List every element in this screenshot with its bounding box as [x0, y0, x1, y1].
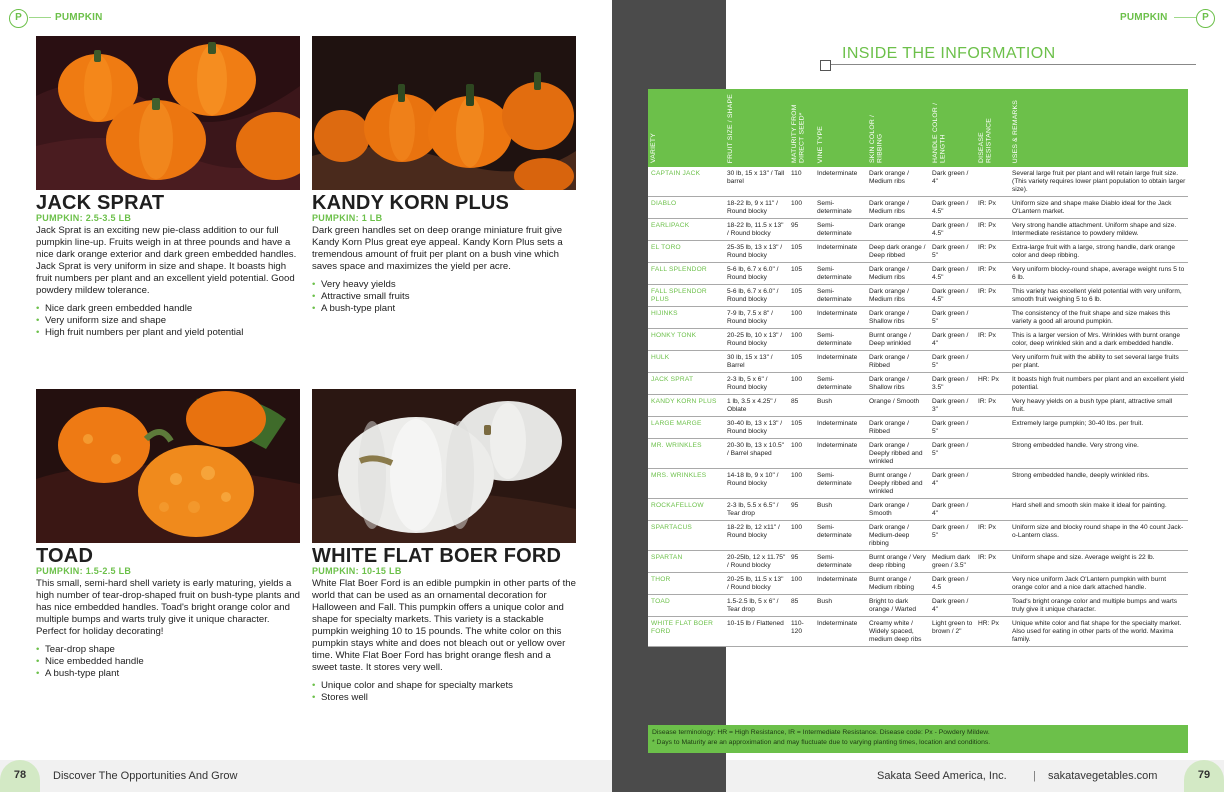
remarks-cell: The consistency of the fruit shape and size makes this variety a good all around pumpkin.: [1010, 307, 1188, 329]
fruit-size-cell: 30 lb, 15 x 13" / Tall barrel: [725, 167, 789, 197]
variety-name: TOAD: [36, 545, 94, 567]
variety-name-cell: SPARTACUS: [648, 521, 725, 551]
fruit-size-cell: 5-6 lb, 6.7 x 6.0" / Round blocky: [725, 263, 789, 285]
variety-name-cell: MR. WRINKLES: [648, 439, 725, 469]
table-row: [648, 573, 1188, 595]
skin-color-cell: Dark orange / Medium ribs: [867, 263, 930, 285]
section-title-rule: [830, 64, 1196, 65]
variety-name-cell: WHITE FLAT BOER FORD: [648, 617, 725, 647]
footer-separator: |: [1033, 770, 1036, 782]
header-rule: [1174, 17, 1196, 18]
vine-type-cell: Semi-determinate: [815, 373, 867, 395]
variety-name-cell: KANDY KORN PLUS: [648, 395, 725, 417]
disease-resistance-cell: IR: Px: [976, 263, 1010, 285]
handle-color-cell: Dark green / 5": [930, 439, 976, 469]
disease-resistance-cell: HR: Px: [976, 617, 1010, 647]
fruit-size-cell: 18-22 lb, 12 x11" / Round blocky: [725, 521, 789, 551]
variety-info-table: [648, 89, 1188, 647]
disease-resistance-cell: [976, 439, 1010, 469]
skin-color-cell: Burnt orange / Medium ribbing: [867, 573, 930, 595]
footer-company: Sakata Seed America, Inc.: [877, 770, 1007, 782]
white-flat-boer-ford-photo: [312, 389, 576, 543]
disease-resistance-cell: [976, 351, 1010, 373]
disease-resistance-cell: IR: Px: [976, 395, 1010, 417]
pumpkin-section-badge: P: [9, 9, 28, 28]
maturity-cell: 105: [789, 351, 815, 373]
variety-name-cell: HONKY TONK: [648, 329, 725, 351]
variety-weight: PUMPKIN: 1.5-2.5 LB: [36, 566, 132, 576]
skin-color-cell: Deep dark orange / Deep ribbed: [867, 241, 930, 263]
remarks-cell: Hard shell and smooth skin make it ideal for painting.: [1010, 499, 1188, 521]
maturity-cell: 100: [789, 573, 815, 595]
disease-resistance-cell: HR: Px: [976, 373, 1010, 395]
remarks-cell: Uniform size and shape make Diablo ideal for the Jack O'Lantern market.: [1010, 197, 1188, 219]
table-row: [648, 307, 1188, 329]
remarks-cell: Strong embedded handle, deeply wrinkled ribs.: [1010, 469, 1188, 499]
table-row: [648, 469, 1188, 499]
vine-type-cell: Indeterminate: [815, 307, 867, 329]
vine-type-cell: Indeterminate: [815, 241, 867, 263]
remarks-cell: Very strong handle attachment. Uniform shape and size. Intermediate resistance to powdery mildew.: [1010, 219, 1188, 241]
remarks-cell: Very nice uniform Jack O'Lantern pumpkin with burnt orange color and a nice dark attached handle.: [1010, 573, 1188, 595]
column-header: MATURITY FROM DIRECT SEED*: [789, 89, 815, 167]
variety-card-kandy-korn-plus: [312, 36, 576, 315]
vine-type-cell: Semi-determinate: [815, 521, 867, 551]
maturity-cell: 100: [789, 307, 815, 329]
skin-color-cell: Dark orange / Ribbed: [867, 351, 930, 373]
disease-resistance-cell: [976, 499, 1010, 521]
handle-color-cell: Light green to brown / 2": [930, 617, 976, 647]
variety-weight: PUMPKIN: 10-15 LB: [312, 566, 402, 576]
fruit-size-cell: 1 lb, 3.5 x 4.25" / Oblate: [725, 395, 789, 417]
fruit-size-cell: 2-3 lb, 5 x 6" / Round blocky: [725, 373, 789, 395]
table-row: [648, 617, 1188, 647]
disease-resistance-cell: [976, 307, 1010, 329]
skin-color-cell: Creamy white / Widely spaced, medium deep ribs: [867, 617, 930, 647]
disease-resistance-cell: [976, 573, 1010, 595]
table-row: [648, 329, 1188, 351]
column-header: HANDLE COLOR / LENGTH: [930, 89, 976, 167]
table-row: [648, 395, 1188, 417]
maturity-cell: 95: [789, 499, 815, 521]
table-row: [648, 439, 1188, 469]
variety-name-cell: MRS. WRINKLES: [648, 469, 725, 499]
handle-color-cell: Medium dark green / 3.5": [930, 551, 976, 573]
fruit-size-cell: 1.5-2.5 lb, 5 x 6" / Tear drop: [725, 595, 789, 617]
variety-name-cell: SPARTAN: [648, 551, 725, 573]
table-row: [648, 241, 1188, 263]
remarks-cell: Extremely large pumpkin; 30-40 lbs. per fruit.: [1010, 417, 1188, 439]
vine-type-cell: Semi-determinate: [815, 329, 867, 351]
fruit-size-cell: 10-15 lb / Flattened: [725, 617, 789, 647]
table-row: [648, 499, 1188, 521]
vine-type-cell: Semi-determinate: [815, 263, 867, 285]
column-header: FRUIT SIZE / SHAPE: [725, 89, 789, 167]
fruit-size-cell: 20-30 lb, 13 x 10.5" / Barrel shaped: [725, 439, 789, 469]
column-header: USES & REMARKS: [1010, 89, 1188, 167]
maturity-cell: 85: [789, 595, 815, 617]
pumpkin-section-badge: P: [1196, 9, 1215, 28]
kandy-korn-plus-photo: [312, 36, 576, 190]
column-header: VARIETY: [648, 89, 725, 167]
maturity-cell: 100: [789, 329, 815, 351]
disease-resistance-cell: IR: Px: [976, 285, 1010, 307]
footer-tagline: Discover The Opportunities And Grow: [53, 770, 238, 782]
maturity-cell: 105: [789, 241, 815, 263]
skin-color-cell: Dark orange / Medium ribs: [867, 197, 930, 219]
remarks-cell: Extra-large fruit with a large, strong handle, dark orange color and deep ribbing.: [1010, 241, 1188, 263]
feature-item: • A bush-type plant: [36, 668, 300, 680]
feature-item: • Attractive small fruits: [312, 291, 576, 303]
fruit-size-cell: 18-22 lb, 9 x 11" / Round blocky: [725, 197, 789, 219]
variety-name-cell: LARGE MARGE: [648, 417, 725, 439]
skin-color-cell: Dark orange / Medium-deep ribbing: [867, 521, 930, 551]
column-header: VINE TYPE: [815, 89, 867, 167]
feature-item: • Nice dark green embedded handle: [36, 303, 300, 315]
variety-name-cell: EARLIPACK: [648, 219, 725, 241]
skin-color-cell: Dark orange / Deeply ribbed and wrinkled: [867, 439, 930, 469]
feature-list: [36, 303, 300, 339]
variety-name-cell: EL TORO: [648, 241, 725, 263]
handle-color-cell: Dark green / 5": [930, 307, 976, 329]
disease-resistance-cell: [976, 417, 1010, 439]
remarks-cell: Very uniform blocky-round shape, average weight runs 5 to 6 lb.: [1010, 263, 1188, 285]
disease-resistance-cell: [976, 167, 1010, 197]
jack-sprat-photo: [36, 36, 300, 190]
maturity-cell: 100: [789, 197, 815, 219]
handle-color-cell: Dark green / 5": [930, 351, 976, 373]
table-notes: [648, 725, 1188, 753]
variety-name: WHITE FLAT BOER FORD: [312, 545, 562, 567]
fruit-size-cell: 18-22 lb, 11.5 x 13" / Round blocky: [725, 219, 789, 241]
maturity-cell: 105: [789, 417, 815, 439]
remarks-cell: Uniform size and blocky round shape in the 40 count Jack-o-Lantern class.: [1010, 521, 1188, 551]
maturity-cell: 100: [789, 439, 815, 469]
footer-website[interactable]: sakatavegetables.com: [1048, 770, 1158, 782]
table-row: [648, 417, 1188, 439]
variety-description: This small, semi-hard shell variety is early maturing, yields a high number of tear-drop-shaped fruit on bush-type plants and has nice embedded handles. Toad's bright orange color and multiple bumps and warts truly give it unique character. Perfect for holiday decorating!: [36, 578, 300, 637]
skin-color-cell: Burnt orange / Deep wrinkled: [867, 329, 930, 351]
disease-resistance-cell: IR: Px: [976, 241, 1010, 263]
table-row: [648, 197, 1188, 219]
feature-item: • Tear-drop shape: [36, 644, 300, 656]
handle-color-cell: Dark green / 5": [930, 241, 976, 263]
table-row: [648, 263, 1188, 285]
feature-list: [312, 279, 576, 315]
handle-color-cell: Dark green / 4.5": [930, 263, 976, 285]
handle-color-cell: Dark green / 5": [930, 417, 976, 439]
right-page-section-title: PUMPKIN: [1120, 12, 1168, 23]
remarks-cell: This variety has excellent yield potential with very uniform, smooth fruit weighing 5 to 6 lb.: [1010, 285, 1188, 307]
feature-item: • Very uniform size and shape: [36, 315, 300, 327]
maturity-cell: 110: [789, 167, 815, 197]
maturity-cell: 105: [789, 285, 815, 307]
handle-color-cell: Dark green / 4": [930, 595, 976, 617]
variety-weight: PUMPKIN: 2.5-3.5 LB: [36, 213, 132, 223]
handle-color-cell: Dark green / 4.5": [930, 219, 976, 241]
remarks-cell: Very uniform fruit with the ability to set several large fruits per plant.: [1010, 351, 1188, 373]
handle-color-cell: Dark green / 4": [930, 329, 976, 351]
feature-item: • Stores well: [312, 692, 576, 704]
table-row: [648, 285, 1188, 307]
table-header-row: [648, 89, 1188, 167]
remarks-cell: It boasts high fruit numbers per plant and an excellent yield potential.: [1010, 373, 1188, 395]
variety-card-jack-sprat: [36, 36, 300, 339]
feature-item: • Very heavy yields: [312, 279, 576, 291]
handle-color-cell: Dark green / 4": [930, 499, 976, 521]
skin-color-cell: Orange / Smooth: [867, 395, 930, 417]
vine-type-cell: Semi-determinate: [815, 551, 867, 573]
feature-item: • A bush-type plant: [312, 303, 576, 315]
skin-color-cell: Dark orange / Medium ribs: [867, 167, 930, 197]
vine-type-cell: Semi-determinate: [815, 285, 867, 307]
table-row: [648, 551, 1188, 573]
vine-type-cell: Indeterminate: [815, 417, 867, 439]
remarks-cell: Very heavy yields on a bush type plant, attractive small fruit.: [1010, 395, 1188, 417]
maturity-cell: 95: [789, 219, 815, 241]
page-number-79: 79: [1184, 760, 1224, 792]
skin-color-cell: Dark orange / Shallow ribs: [867, 307, 930, 329]
table-row: [648, 373, 1188, 395]
vine-type-cell: Indeterminate: [815, 167, 867, 197]
table-row: [648, 219, 1188, 241]
vine-type-cell: Indeterminate: [815, 439, 867, 469]
handle-color-cell: Dark green / 4.5": [930, 197, 976, 219]
vine-type-cell: Bush: [815, 499, 867, 521]
section-title: INSIDE THE INFORMATION: [842, 45, 1056, 62]
column-header: SKIN COLOR / RIBBING: [867, 89, 930, 167]
variety-weight: PUMPKIN: 1 LB: [312, 213, 383, 223]
handle-color-cell: Dark green / 4": [930, 167, 976, 197]
vine-type-cell: Indeterminate: [815, 573, 867, 595]
disease-resistance-cell: [976, 469, 1010, 499]
skin-color-cell: Dark orange / Ribbed: [867, 417, 930, 439]
variety-name-cell: TOAD: [648, 595, 725, 617]
feature-item: • Unique color and shape for specialty markets: [312, 680, 576, 692]
disease-resistance-cell: IR: Px: [976, 219, 1010, 241]
fruit-size-cell: 20-25 lb, 11.5 x 13" / Round blocky: [725, 573, 789, 595]
variety-name: KANDY KORN PLUS: [312, 192, 510, 214]
variety-name-cell: FALL SPLENDOR: [648, 263, 725, 285]
variety-description: Dark green handles set on deep orange miniature fruit give Kandy Korn Plus great eye appeal. Kandy Korn Plus sets a tremendous amount of fruit per plant on a bush vine which saves space and maximizes the yield per acre.: [312, 225, 563, 272]
skin-color-cell: Bright to dark orange / Warted: [867, 595, 930, 617]
remarks-cell: Strong embedded handle. Very strong vine.: [1010, 439, 1188, 469]
variety-description: White Flat Boer Ford is an edible pumpkin in other parts of the world that can be used as an ornamental decoration for Halloween and Fall. This pumpkin offers a unique color and shape for specialty markets. This variety is a stackable pumpkin weighing 10 to 15 pounds. The white color on this pumpkin stays white and does not bleach out or yellow over time. White Flat Boer Ford has bright orange flesh and a sweet taste. It stores very well.: [312, 578, 576, 673]
checkbox-marker: [820, 60, 831, 71]
fruit-size-cell: 25-35 lb, 13 x 13" / Round blocky: [725, 241, 789, 263]
fruit-size-cell: 20-25lb, 12 x 11.75" / Round blocky: [725, 551, 789, 573]
vine-type-cell: Indeterminate: [815, 617, 867, 647]
toad-photo: [36, 389, 300, 543]
maturity-cell: 110-120: [789, 617, 815, 647]
disease-resistance-cell: IR: Px: [976, 551, 1010, 573]
maturity-cell: 100: [789, 373, 815, 395]
feature-list: [36, 644, 300, 680]
fruit-size-cell: 2-3 lb, 5.5 x 6.5" / Tear drop: [725, 499, 789, 521]
maturity-note: * Days to Maturity are an approximation and may fluctuate due to varying planting times, location and conditions.: [652, 739, 991, 746]
skin-color-cell: Dark orange / Medium ribs: [867, 285, 930, 307]
feature-item: • Nice embedded handle: [36, 656, 300, 668]
handle-color-cell: Dark green / 4": [930, 469, 976, 499]
maturity-cell: 85: [789, 395, 815, 417]
variety-name-cell: THOR: [648, 573, 725, 595]
handle-color-cell: Dark green / 3": [930, 395, 976, 417]
vine-type-cell: Semi-determinate: [815, 469, 867, 499]
left-page-section-title: PUMPKIN: [55, 12, 103, 23]
header-rule: [29, 17, 51, 18]
handle-color-cell: Dark green / 4.5": [930, 285, 976, 307]
feature-list: [312, 680, 576, 704]
remarks-cell: Uniform shape and size. Average weight is 22 lb.: [1010, 551, 1188, 573]
variety-name-cell: HULK: [648, 351, 725, 373]
table-row: [648, 167, 1188, 197]
handle-color-cell: Dark green / 5": [930, 521, 976, 551]
fruit-size-cell: 20-25 lb, 10 x 13" / Round blocky: [725, 329, 789, 351]
maturity-cell: 95: [789, 551, 815, 573]
remarks-cell: Toad's bright orange color and multiple bumps and warts truly give it unique character.: [1010, 595, 1188, 617]
maturity-cell: 100: [789, 521, 815, 551]
remarks-cell: Several large fruit per plant and will retain large fruit size. (This variety requires lower plant population to obtain larger size).: [1010, 167, 1188, 197]
remarks-cell: Unique white color and flat shape for the specialty market. Also used for eating in other parts of the world. Maxima family.: [1010, 617, 1188, 647]
vine-type-cell: Semi-determinate: [815, 197, 867, 219]
disease-resistance-cell: [976, 595, 1010, 617]
disease-terminology-note: Disease terminology: HR = High Resistance, IR = Intermediate Resistance. Disease code: Px - Powdery Mildew.: [652, 729, 990, 736]
fruit-size-cell: 5-6 lb, 6.7 x 6.0" / Round blocky: [725, 285, 789, 307]
vine-type-cell: Indeterminate: [815, 351, 867, 373]
table-row: [648, 351, 1188, 373]
variety-name-cell: JACK SPRAT: [648, 373, 725, 395]
remarks-cell: This is a larger version of Mrs. Wrinkles with burnt orange color, deep wrinkled skin and a dark embedded handle.: [1010, 329, 1188, 351]
table-row: [648, 595, 1188, 617]
feature-item: • High fruit numbers per plant and yield potential: [36, 327, 300, 339]
maturity-cell: 105: [789, 263, 815, 285]
variety-name-cell: DIABLO: [648, 197, 725, 219]
maturity-cell: 100: [789, 469, 815, 499]
page-number-78: 78: [0, 760, 40, 792]
fruit-size-cell: 30 lb, 15 x 13" / Barrel: [725, 351, 789, 373]
variety-name-cell: ROCKAFELLOW: [648, 499, 725, 521]
vine-type-cell: Bush: [815, 595, 867, 617]
skin-color-cell: Dark orange / Shallow ribs: [867, 373, 930, 395]
fruit-size-cell: 14-18 lb, 9 x 10" / Round blocky: [725, 469, 789, 499]
vine-type-cell: Bush: [815, 395, 867, 417]
skin-color-cell: Burnt orange / Very deep ribbing: [867, 551, 930, 573]
skin-color-cell: Burnt orange / Deeply ribbed and wrinkled: [867, 469, 930, 499]
fruit-size-cell: 7-9 lb, 7.5 x 8" / Round blocky: [725, 307, 789, 329]
fruit-size-cell: 30-40 lb, 13 x 13" / Round blocky: [725, 417, 789, 439]
variety-name: JACK SPRAT: [36, 192, 165, 214]
variety-name-cell: CAPTAIN JACK: [648, 167, 725, 197]
disease-resistance-cell: IR: Px: [976, 329, 1010, 351]
skin-color-cell: Dark orange / Smooth: [867, 499, 930, 521]
skin-color-cell: Dark orange: [867, 219, 930, 241]
disease-resistance-cell: IR: Px: [976, 197, 1010, 219]
variety-card-white-flat-boer-ford: [312, 389, 576, 704]
variety-name-cell: FALL SPLENDOR PLUS: [648, 285, 725, 307]
disease-resistance-cell: IR: Px: [976, 521, 1010, 551]
table-row: [648, 521, 1188, 551]
column-header: DISEASE RESISTANCE: [976, 89, 1010, 167]
variety-name-cell: HIJINKS: [648, 307, 725, 329]
vine-type-cell: Semi-determinate: [815, 219, 867, 241]
handle-color-cell: Dark green / 3.5": [930, 373, 976, 395]
handle-color-cell: Dark green / 4.5: [930, 573, 976, 595]
variety-card-toad: [36, 389, 300, 680]
variety-description: Jack Sprat is an exciting new pie-class addition to our full pumpkin line-up. Fruits weigh in at three pounds and have a nice dark orange exterior and dark green embedded handles. Jack Sprat is very uniform in size and shape. It boasts high fruit numbers per plant and an excellent yield potential. Good powdery mildew tolerance.: [36, 225, 297, 296]
